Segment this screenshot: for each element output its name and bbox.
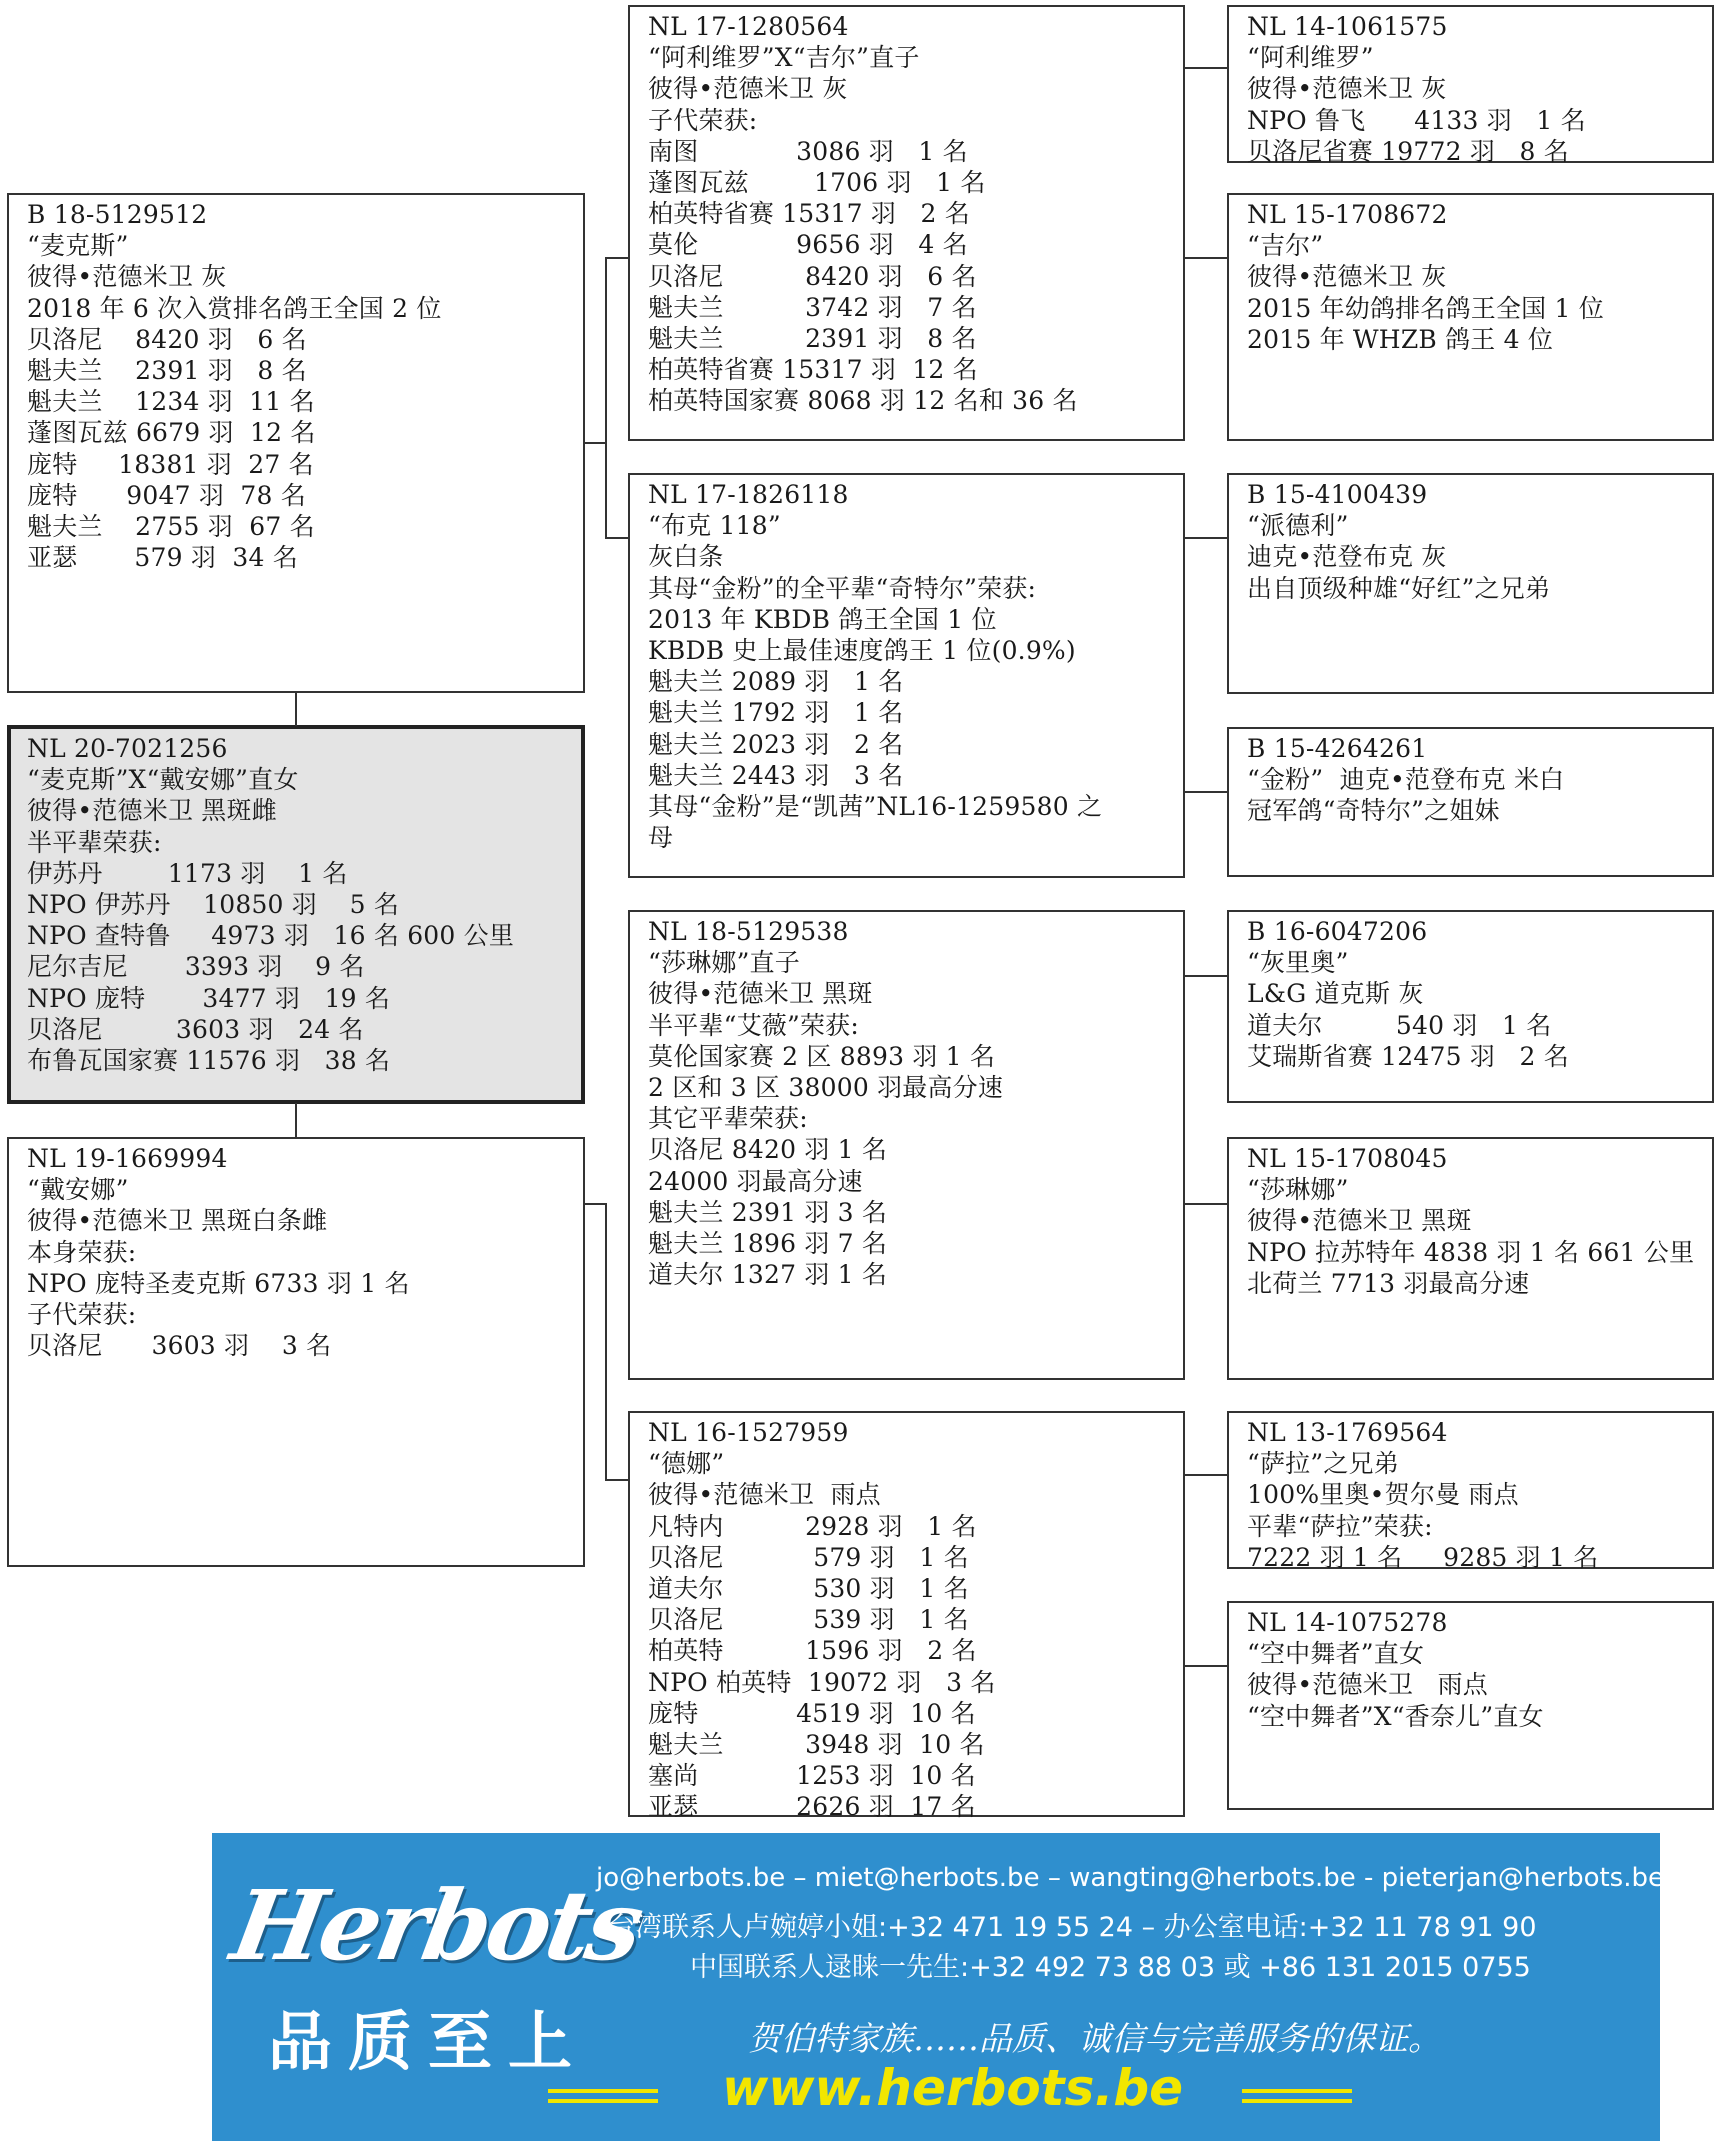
pedigree-line: 魁夫兰 2391 羽 8 名: [27, 356, 307, 386]
pedigree-line: 其它平辈荣获:: [648, 1104, 808, 1134]
pedigree-line: 莫伦国家赛 2 区 8893 羽 1 名: [648, 1041, 996, 1071]
pedigree-line: 其母“金粉”是“凯茜”NL16-1259580 之: [648, 792, 1103, 822]
ring-number: NL 17-1280564: [648, 12, 849, 41]
pedigree-line: “灰里奥”: [1247, 948, 1349, 978]
pedigree-line: 出自顶级种雄“好红”之兄弟: [1247, 573, 1551, 603]
pedigree-line: 半平辈“艾薇”荣获:: [648, 1010, 859, 1040]
connector-sire-to-ss: [605, 257, 628, 259]
pedigree-line: 贝洛尼 539 羽 1 名: [648, 1605, 969, 1635]
pedigree-line: 道夫尔 1327 羽 1 名: [648, 1260, 888, 1290]
pedigree-line: 24000 羽最高分速: [648, 1166, 863, 1196]
pedigree-line: 2018 年 6 次入赏排名鸽王全国 2 位: [27, 293, 442, 323]
pedigree-line: 柏英特省赛 15317 羽 2 名: [648, 199, 970, 229]
ring-number: NL 14-1061575: [1247, 12, 1448, 41]
website-link[interactable]: www.herbots.be: [722, 2059, 1184, 2117]
connector-ss-v: [1185, 67, 1227, 69]
sire-box: [7, 193, 585, 693]
dam-sire-sire-box: [1227, 910, 1714, 1103]
pedigree-line: 子代荣获:: [27, 1300, 137, 1330]
pedigree-line: “吉尔”: [1247, 231, 1324, 261]
ring-number: NL 14-1075278: [1247, 1608, 1448, 1637]
pedigree-line: 贝洛尼 579 羽 1 名: [648, 1542, 969, 1572]
logo-tagline: 品质至上: [268, 2006, 588, 2080]
ring-number: NL 17-1826118: [648, 480, 849, 509]
pedigree-line: “莎琳娜”直子: [648, 948, 800, 978]
ring-number: NL 16-1527959: [648, 1418, 849, 1447]
pedigree-line: 半平辈荣获:: [27, 827, 162, 857]
pedigree-line: 2 区和 3 区 38000 羽最高分速: [648, 1073, 1004, 1103]
sire-sire-dam-box: [1227, 193, 1714, 441]
ring-number: NL 18-5129538: [648, 917, 849, 946]
connector-dam-to-dd: [605, 1479, 628, 1481]
connector-dd-v: [1185, 1474, 1227, 1476]
pedigree-line: 7222 羽 1 名 9285 羽 1 名: [1247, 1542, 1599, 1572]
pedigree-line: “莎琳娜”: [1247, 1175, 1349, 1205]
pedigree-line: 魁夫兰 2755 羽 67 名: [27, 512, 315, 542]
pedigree-line: 子代荣获:: [648, 105, 758, 135]
pedigree-line: 平辈“萨拉”荣获:: [1247, 1511, 1433, 1541]
connector-ds-v: [1185, 975, 1227, 977]
ring-number: NL 19-1669994: [27, 1144, 228, 1173]
pedigree-line: 魁夫兰 2023 羽 2 名: [648, 729, 904, 759]
decor-dash-left: [548, 2089, 658, 2093]
ring-number: NL 13-1769564: [1247, 1418, 1448, 1447]
pedigree-line: 彼得•范德米卫 黑斑: [648, 979, 873, 1009]
pedigree-line: 柏英特省赛 15317 羽 12 名: [648, 355, 978, 385]
pedigree-line: “派德利”: [1247, 511, 1349, 541]
pedigree-line: 灰白条: [648, 542, 724, 572]
dam-dam-sire-box: [1227, 1411, 1714, 1572]
dam-box: [7, 1137, 585, 1567]
pedigree-line: 母: [648, 823, 674, 853]
pedigree-line: NPO 庞特 3477 羽 19 名: [27, 983, 391, 1013]
sire-sire-sire-box: [1227, 5, 1714, 166]
pedigree-line: 本身荣获:: [27, 1237, 137, 1267]
connector-sire-subject: [295, 692, 297, 726]
pedigree-line: NPO 柏英特 19072 羽 3 名: [648, 1667, 996, 1697]
pedigree-line: 贝洛尼 8420 羽 6 名: [648, 261, 977, 291]
ring-number: NL 15-1708672: [1247, 200, 1448, 229]
pedigree-line: 彼得•范德米卫 灰: [1247, 262, 1447, 292]
pedigree-line: 2013 年 KBDB 鸽王全国 1 位: [648, 604, 997, 634]
herbots-logo: Herbots: [224, 1869, 648, 1982]
pedigree-line: 柏英特 1596 羽 2 名: [648, 1636, 977, 1666]
ring-number: B 15-4264261: [1247, 734, 1428, 763]
pedigree-line: NPO 查特鲁 4973 羽 16 名 600 公里: [27, 921, 515, 951]
pedigree-line: 彼得•范德米卫 灰: [1247, 74, 1447, 104]
pedigree-line: 魁夫兰 2391 羽 8 名: [648, 324, 977, 354]
pedigree-line: 彼得•范德米卫 灰: [27, 262, 227, 292]
pedigree-line: “麦克斯”X“戴安娜”直女: [27, 765, 299, 795]
decor-dash-right: [1242, 2089, 1352, 2093]
pedigree-line: “麦克斯”: [27, 231, 129, 261]
ring-number: NL 20-7021256: [27, 734, 228, 763]
pedigree-line: 迪克•范登布克 灰: [1247, 542, 1447, 572]
pedigree-line: “萨拉”之兄弟: [1247, 1449, 1399, 1479]
pedigree-line: 蓬图瓦兹 1706 羽 1 名: [648, 168, 986, 198]
pedigree-line: 布鲁瓦国家赛 11576 羽 38 名: [27, 1046, 391, 1076]
pedigree-line: 南图 3086 羽 1 名: [648, 136, 968, 166]
pedigree-line: 魁夫兰 2443 羽 3 名: [648, 760, 904, 790]
decor-dash-left-2: [548, 2099, 658, 2103]
connector-sd-v: [1185, 537, 1227, 539]
pedigree-line: “空中舞者”X“香奈儿”直女: [1247, 1701, 1544, 1731]
pedigree-line: 亚瑟 579 羽 34 名: [27, 543, 298, 573]
pedigree-line: 北荷兰 7713 羽最高分速: [1247, 1268, 1530, 1298]
pedigree-line: 彼得•范德米卫 灰: [648, 74, 848, 104]
pedigree-line: 魁夫兰 1896 羽 7 名: [648, 1229, 888, 1259]
pedigree-line: “德娜”: [648, 1449, 725, 1479]
connector-sire-to-sd: [605, 537, 628, 539]
pedigree-line: 贝洛尼 3603 羽 3 名: [27, 1331, 332, 1361]
connector-ss-v2: [1185, 257, 1227, 259]
pedigree-line: 贝洛尼 3603 羽 24 名: [27, 1014, 364, 1044]
pedigree-line: NPO 庞特圣麦克斯 6733 羽 1 名: [27, 1268, 410, 1298]
pedigree-line: NPO 拉苏特年 4838 羽 1 名 661 公里: [1247, 1237, 1695, 1267]
pedigree-line: 庞特 18381 羽 27 名: [27, 449, 314, 479]
ring-number: B 15-4100439: [1247, 480, 1428, 509]
pedigree-line: 艾瑞斯省赛 12475 羽 2 名: [1247, 1041, 1569, 1071]
pedigree-line: 魁夫兰 1792 羽 1 名: [648, 698, 904, 728]
pedigree-line: 魁夫兰 1234 羽 11 名: [27, 387, 315, 417]
pedigree-line: 道夫尔 540 羽 1 名: [1247, 1010, 1552, 1040]
connector-subject-dam: [295, 1103, 297, 1137]
pedigree-line: 凡特内 2928 羽 1 名: [648, 1511, 977, 1541]
pedigree-line: 贝洛尼 8420 羽 6 名: [27, 324, 307, 354]
pedigree-line: 2015 年幼鸽排名鸽王全国 1 位: [1247, 293, 1604, 323]
connector-ds-v2: [1185, 1203, 1227, 1205]
subject-box: [7, 725, 585, 1104]
dam-sire-box: [628, 910, 1185, 1380]
pedigree-line: 贝洛尼省赛 19772 羽 8 名: [1247, 136, 1569, 166]
pedigree-line: “阿利维罗”X“吉尔”直子: [648, 43, 920, 73]
ring-number: B 16-6047206: [1247, 917, 1428, 946]
slogan: 贺伯特家族……品质、诚信与完善服务的保证。: [748, 2019, 1441, 2058]
ring-number: B 18-5129512: [27, 200, 208, 229]
connector-dam-h: [585, 1203, 606, 1205]
connector-sd-v2: [1185, 791, 1227, 793]
pedigree-line: 魁夫兰 2391 羽 3 名: [648, 1197, 888, 1227]
pedigree-line: L&G 道克斯 灰: [1247, 979, 1424, 1009]
pedigree-line: 柏英特国家赛 8068 羽 12 名和 36 名: [648, 386, 1078, 416]
pedigree-line: 彼得•范德米卫 雨点: [1247, 1670, 1488, 1700]
pedigree-line: “阿利维罗”: [1247, 43, 1374, 73]
pedigree-line: NPO 伊苏丹 10850 羽 5 名: [27, 890, 400, 920]
pedigree-line: 100%里奥•贺尔曼 雨点: [1247, 1480, 1519, 1510]
pedigree-line: 魁夫兰 2089 羽 1 名: [648, 667, 904, 697]
connector-sire-v: [605, 257, 607, 538]
dam-dam-box: [628, 1411, 1185, 1822]
pedigree-line: 彼得•范德米卫 黑斑: [1247, 1206, 1472, 1236]
pedigree-line: 伊苏丹 1173 羽 1 名: [27, 858, 348, 888]
sire-sire-box: [628, 5, 1185, 441]
china-contact: 中国联系人逯睐一先生:+32 492 73 88 03 或 +86 131 2015 0755: [690, 1952, 1531, 1983]
pedigree-line: 魁夫兰 3948 羽 10 名: [648, 1730, 985, 1760]
pedigree-line: 其母“金粉”的全平辈“奇特尔”荣获:: [648, 573, 1037, 603]
pedigree-line: 2015 年 WHZB 鸽王 4 位: [1247, 324, 1554, 354]
pedigree-line: “布克 118”: [648, 511, 781, 541]
sire-dam-dam-box: [1227, 727, 1714, 877]
dam-sire-dam-box: [1227, 1137, 1714, 1380]
pedigree-line: 冠军鸽“奇特尔”之姐妹: [1247, 796, 1500, 826]
pedigree-line: 亚瑟 2626 羽 17 名: [648, 1792, 976, 1822]
connector-sire-h: [585, 442, 606, 444]
pedigree-line: 庞特 4519 羽 10 名: [648, 1698, 976, 1728]
pedigree-line: 道夫尔 530 羽 1 名: [648, 1574, 969, 1604]
footer-banner: [212, 1833, 1664, 2141]
connector-dam-v: [605, 1203, 607, 1480]
decor-dash-right-2: [1242, 2099, 1352, 2103]
pedigree-line: 彼得•范德米卫 黑斑雌: [27, 796, 277, 826]
ring-number: NL 15-1708045: [1247, 1144, 1448, 1173]
pedigree-line: 魁夫兰 3742 羽 7 名: [648, 292, 977, 322]
pedigree-line: KBDB 史上最佳速度鸽王 1 位(0.9%): [648, 636, 1076, 666]
pedigree-line: NPO 鲁飞 4133 羽 1 名: [1247, 105, 1586, 135]
pedigree-line: “空中舞者”直女: [1247, 1639, 1425, 1669]
sire-dam-box: [628, 473, 1185, 878]
pedigree-line: 彼得•范德米卫 黑斑白条雌: [27, 1206, 328, 1236]
sire-dam-sire-box: [1227, 473, 1714, 694]
pedigree-line: 塞尚 1253 羽 10 名: [648, 1761, 976, 1791]
taiwan-contact: 台湾联系人卢婉婷小姐:+32 471 19 55 24 – 办公室电话:+32 11 78 91 90: [608, 1912, 1537, 1943]
pedigree-line: 彼得•范德米卫 雨点: [648, 1480, 881, 1510]
pedigree-line: 莫伦 9656 羽 4 名: [648, 230, 968, 260]
pedigree-line: 尼尔吉尼 3393 羽 9 名: [27, 952, 365, 982]
pedigree-line: “金粉” 迪克•范登布克 米白: [1247, 765, 1565, 795]
pedigree-line: 蓬图瓦兹 6679 羽 12 名: [27, 418, 316, 448]
contact-emails[interactable]: jo@herbots.be – miet@herbots.be – wangting@herbots.be - pieterjan@herbots.be: [596, 1863, 1664, 1893]
pedigree-line: “戴安娜”: [27, 1175, 129, 1205]
connector-dd-v2: [1185, 1665, 1227, 1667]
pedigree-line: 贝洛尼 8420 羽 1 名: [648, 1135, 888, 1165]
dam-dam-dam-box: [1227, 1601, 1714, 1810]
pedigree-line: 庞特 9047 羽 78 名: [27, 480, 306, 510]
